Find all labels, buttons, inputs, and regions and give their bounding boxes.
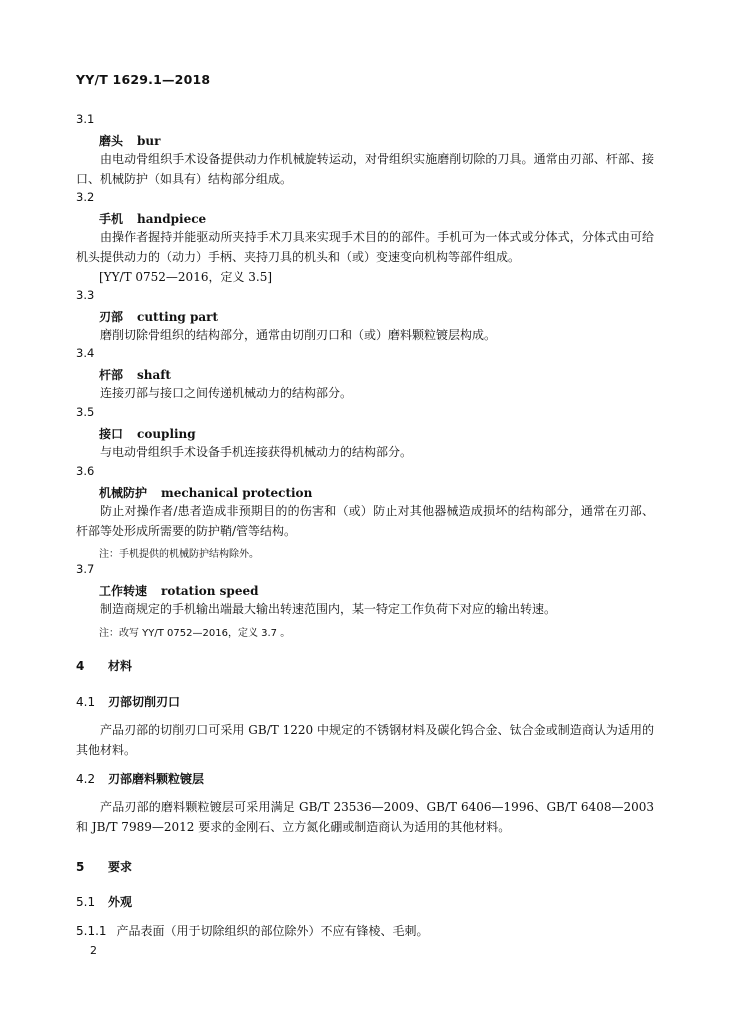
term-number: 3.3: [76, 288, 95, 302]
term-reference: [YY/T 0752—2016，定义 3.5]: [99, 270, 273, 284]
term-title: [99, 210, 206, 227]
term-title: [99, 308, 218, 325]
term-zh: 手机: [99, 212, 124, 226]
section-heading: [76, 858, 132, 875]
term-definition: 连接刃部与接口之间传递机械动力的结构部分。: [100, 386, 353, 400]
term-definition: 防止对操作者/患者造成非预期目的的伤害和（或）防止对其他器械造成损坏的结构部分，通常在刃部、杆部等处形成所需要的防护鞘/管等结构。: [76, 504, 654, 538]
term-number: 3.2: [76, 190, 95, 204]
term-number: 3.5: [76, 405, 95, 419]
term-definition: 制造商规定的手机输出端最大输出转速范围内，某一特定工作负荷下对应的输出转速。: [100, 602, 557, 616]
section-heading: [76, 657, 132, 674]
term-en: shaft: [137, 368, 171, 382]
term-zh: 磨头: [99, 134, 124, 148]
term-note: 注：手机提供的机械防护结构除外。: [99, 549, 259, 560]
term-zh: 工作转速: [99, 584, 148, 598]
section-number: 4: [76, 659, 85, 673]
term-number: 3.1: [76, 112, 95, 126]
term-number: 3.7: [76, 562, 95, 576]
term-zh: 机械防护: [99, 486, 148, 500]
paragraph: 产品刃部的切削刃口可采用 GB/T 1220 中规定的不锈钢材料及碳化钨合金、钛合金或制造商认为适用的其他材料。: [76, 723, 654, 757]
term-zh: 刃部: [99, 310, 124, 324]
term-en: mechanical protection: [161, 486, 313, 500]
term-title: [99, 425, 196, 442]
subsection-heading: [76, 770, 204, 787]
subsection-title: 刃部切削刃口: [108, 695, 181, 709]
clause-item: [76, 922, 429, 939]
term-definition: 磨削切除骨组织的结构部分，通常由切削刃口和（或）磨料颗粒镀层构成。: [100, 328, 497, 342]
subsection-heading: [76, 893, 132, 910]
term-title: [99, 484, 312, 501]
subsection-number: 4.2: [76, 772, 96, 786]
term-definition: 由电动骨组织手术设备提供动力作机械旋转运动，对骨组织实施磨削切除的刀具。通常由刃部、杆部、接口、机械防护（如具有）结构部分组成。: [76, 152, 654, 186]
clause-text: 产品表面（用于切除组织的部位除外）不应有锋棱、毛刺。: [116, 924, 429, 938]
paragraph: 产品刃部的磨料颗粒镀层可采用满足 GB/T 23536—2009、GB/T 6406—1996、GB/T 6408—2003 和 JB/T 7989—2012 要求的金刚石、立方氮化硼或制造商认为适用的其他材料。: [76, 800, 654, 834]
term-number: 3.4: [76, 346, 95, 360]
page-number: 2: [90, 944, 97, 957]
term-zh: 杆部: [99, 368, 124, 382]
term-en: coupling: [137, 427, 196, 441]
term-title: [99, 132, 160, 149]
term-en: rotation speed: [161, 584, 259, 598]
subsection-number: 4.1: [76, 695, 96, 709]
term-en: handpiece: [137, 212, 207, 226]
standard-number-header: YY/T 1629.1—2018: [76, 72, 211, 87]
term-definition: 由操作者握持并能驱动所夹持手术刀具来实现手术目的的部件。手机可为一体式或分体式，分体式由可给机头提供动力的（动力）手柄、夹持刀具的机头和（或）变速变向机构等部件组成。: [76, 230, 654, 264]
term-note: 注：改写 YY/T 0752—2016，定义 3.7 。: [99, 628, 291, 639]
term-number: 3.6: [76, 464, 95, 478]
subsection-title: 外观: [108, 895, 133, 909]
subsection-heading: [76, 693, 180, 710]
term-en: bur: [137, 134, 161, 148]
subsection-title: 刃部磨料颗粒镀层: [108, 772, 205, 786]
term-title: [99, 582, 258, 599]
clause-number: 5.1.1: [76, 924, 107, 938]
term-title: [99, 366, 171, 383]
section-title: 要求: [108, 860, 133, 874]
section-title: 材料: [108, 659, 133, 673]
term-zh: 接口: [99, 427, 124, 441]
subsection-number: 5.1: [76, 895, 96, 909]
section-number: 5: [76, 860, 85, 874]
term-definition: 与电动骨组织手术设备手机连接获得机械动力的结构部分。: [100, 445, 413, 459]
term-en: cutting part: [137, 310, 219, 324]
